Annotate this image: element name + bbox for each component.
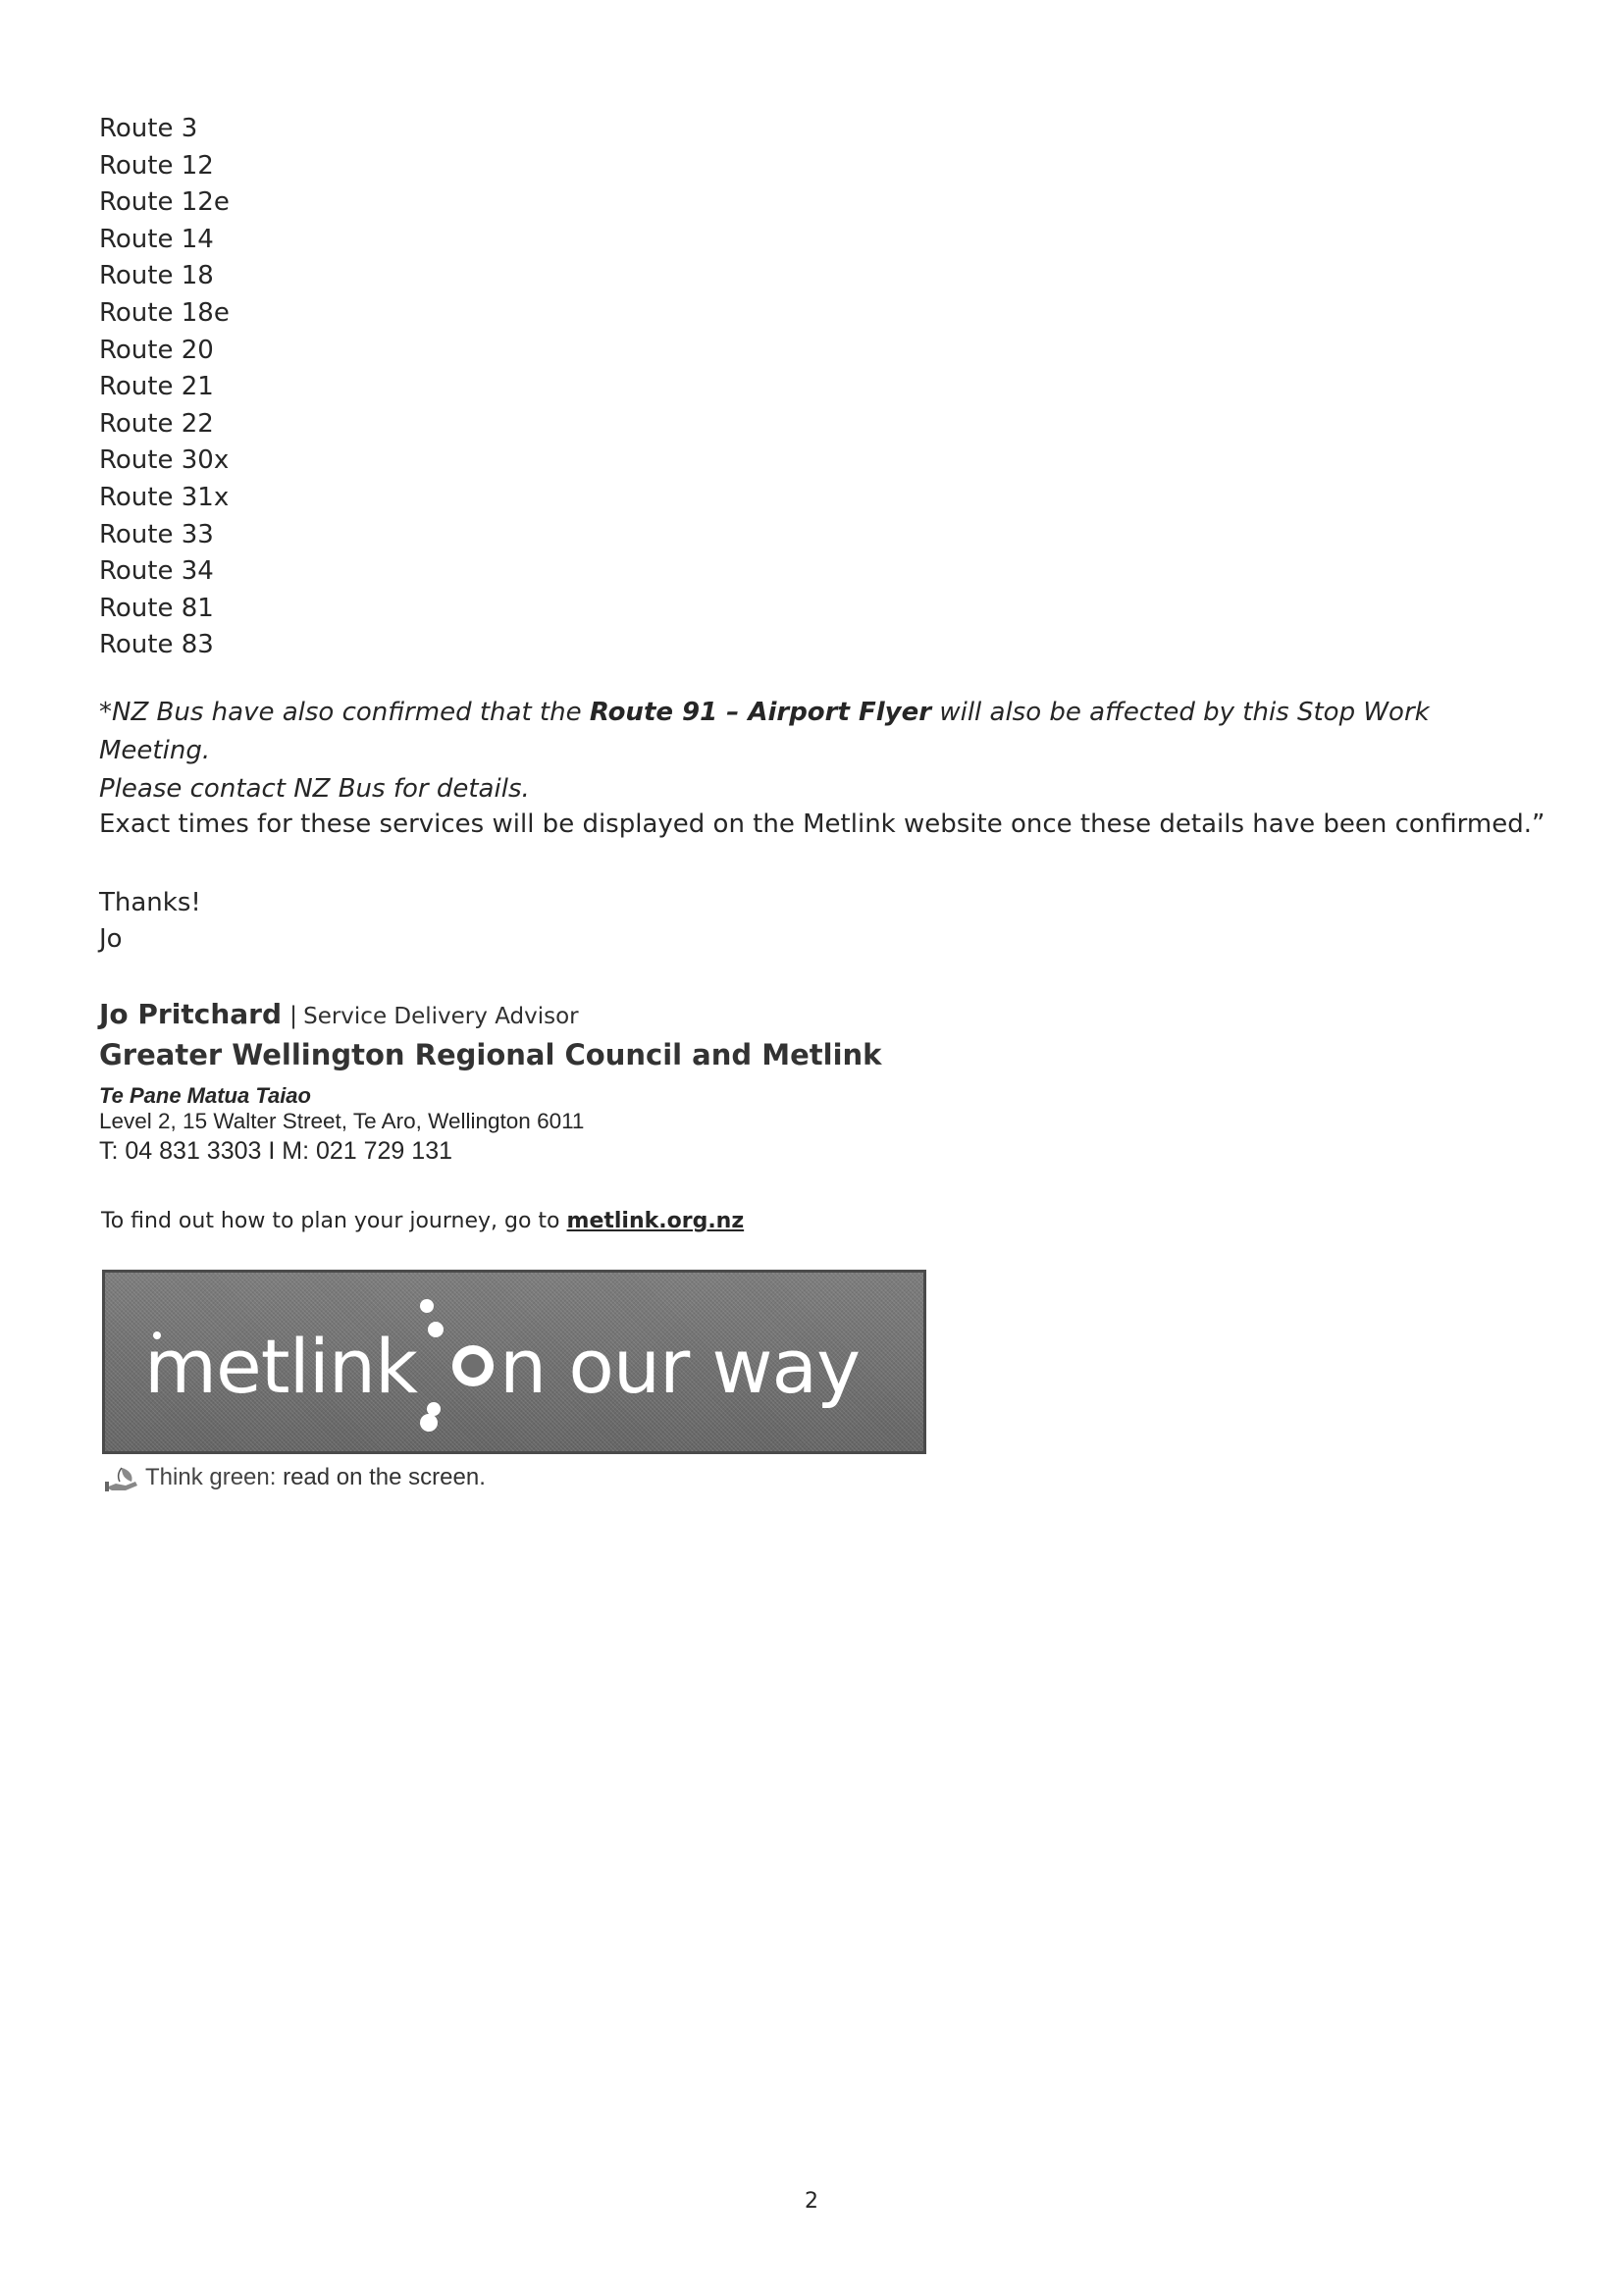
- route-item: Route 30x: [99, 445, 230, 476]
- think-green-text: read on the screen.: [276, 1464, 486, 1490]
- signature-phone: T: 04 831 3303 I M: 021 729 131: [99, 1137, 452, 1165]
- thanks-text: Thanks!: [99, 888, 201, 917]
- route-item: Route 22: [99, 408, 214, 439]
- signature-role: Service Delivery Advisor: [303, 1004, 579, 1029]
- route-item: Route 33: [99, 519, 214, 549]
- signature-separator: |: [289, 1002, 298, 1029]
- signature-maori-name: Te Pane Matua Taiao: [99, 1083, 311, 1108]
- journey-text: To find out how to plan your journey, go to: [101, 1209, 567, 1233]
- route-item: Route 31x: [99, 482, 230, 512]
- route-item: Route 81: [99, 593, 214, 623]
- route-item: Route 83: [99, 630, 214, 660]
- note-prefix: *NZ Bus have also confirmed that the: [99, 698, 590, 727]
- hand-leaf-icon: [102, 1464, 141, 1493]
- route-item: Route 14: [99, 224, 214, 254]
- page-number: 2: [805, 2189, 818, 2214]
- metlink-banner: [102, 1270, 926, 1454]
- note-route-highlight: Route 91 – Airport Flyer: [589, 698, 932, 727]
- think-green-footer: [102, 1463, 486, 1492]
- route-item: Route 18e: [99, 297, 230, 328]
- metlink-logo: [105, 1273, 923, 1451]
- route-item: Route 12e: [99, 187, 230, 218]
- signature-address: Level 2, 15 Walter Street, Te Aro, Wellington 6011: [99, 1109, 585, 1133]
- route-list: [99, 111, 230, 664]
- route-item: Route 18: [99, 261, 214, 291]
- banner-logo-text: metlink: [144, 1323, 417, 1410]
- signature-organisation: Greater Wellington Regional Council and Metlink: [99, 1038, 882, 1071]
- airport-flyer-note: [99, 694, 1532, 809]
- metlink-link[interactable]: metlink.org.nz: [566, 1209, 745, 1233]
- exact-times-paragraph: Exact times for these services will be displayed on the Metlink website once these details have been confirmed.”: [99, 809, 1545, 839]
- closing: [99, 885, 201, 958]
- route-item: Route 34: [99, 556, 214, 587]
- think-green-label: Think green:: [145, 1464, 277, 1490]
- route-item: Route 21: [99, 372, 214, 402]
- route-item: Route 3: [99, 114, 198, 143]
- journey-line: [101, 1207, 744, 1236]
- note-contact: Please contact NZ Bus for details.: [99, 774, 530, 804]
- route-item: Route 20: [99, 335, 214, 365]
- banner-tagline-text: n our way: [499, 1323, 861, 1410]
- sender-initial: Jo: [99, 924, 123, 954]
- signature-name-line: [99, 997, 579, 1034]
- route-item: Route 12: [99, 150, 214, 181]
- note-suffix: will also be affected by this Stop Work Meeting.: [99, 698, 1430, 765]
- signature-name: Jo Pritchard: [99, 998, 282, 1030]
